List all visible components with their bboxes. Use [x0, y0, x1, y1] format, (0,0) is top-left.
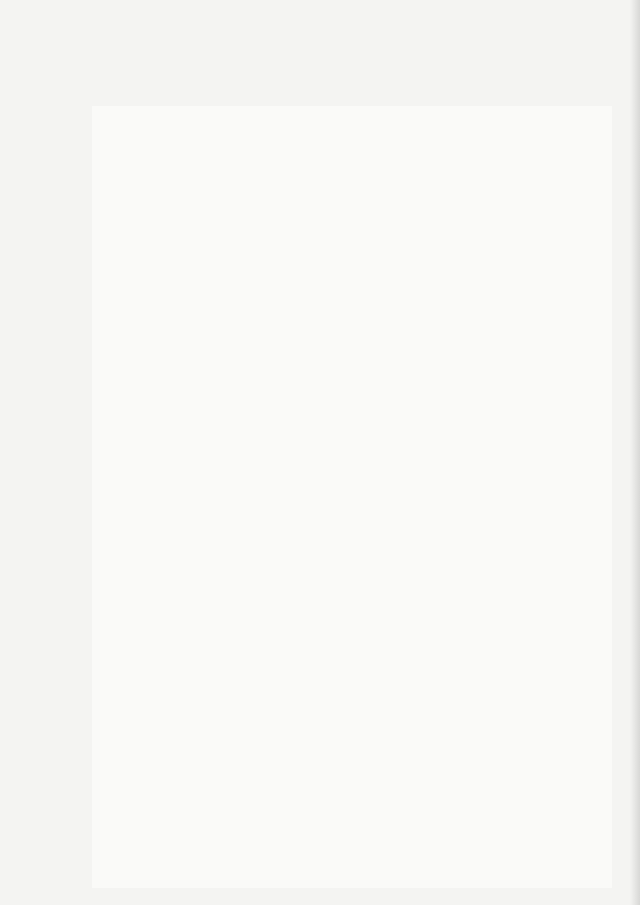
budget-table-sheet: [92, 106, 612, 888]
scan-edge-shadow: [630, 0, 640, 905]
